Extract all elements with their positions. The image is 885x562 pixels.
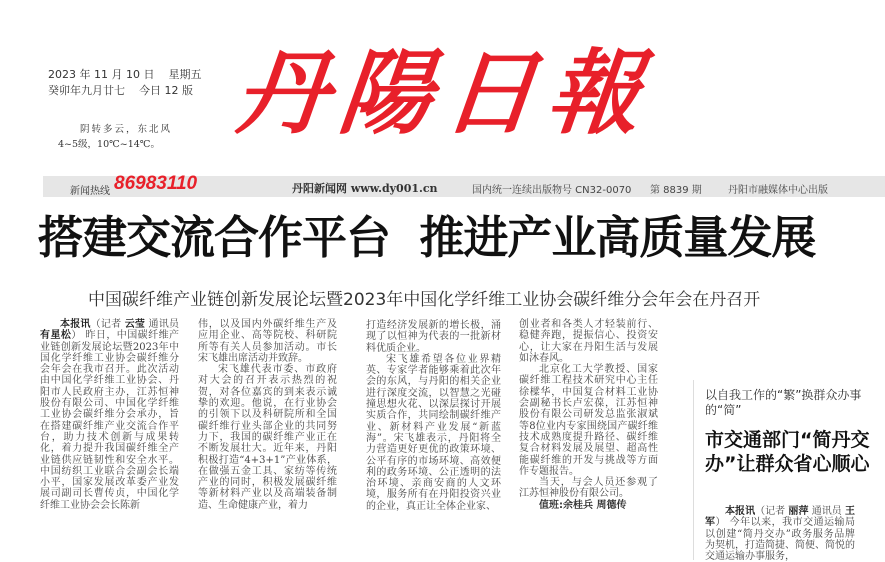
hotline-number: 86983110 [114,173,198,194]
lead-subheadline: 中国碳纤维产业链创新发展论坛暨2023年中国化学纤维工业协会碳纤维分会年会在丹召开 [88,290,761,310]
paragraph: 当天，与会人员还参观了江苏恒神股份有限公司。 [519,477,658,500]
reporter-name: 丽萍 [788,506,809,517]
duty-editors: 值班:余桂兵 周德传 [539,499,627,511]
paragraph: 北京化工大学教授、国家碳纤维工程技术研究中心主任徐樑华，中国复合材料工业协会副秘书长卢宏葆，江苏恒神股份有限公司研发总监张淑斌等8位业内专家围绕国产碳纤维技术成熟度提升路径、碳纤维复合材料发展及展望、超高性能碳纤维的开发与挑战等方面作专题报告。 [519,364,658,477]
body-text: 昨日，中国碳纤维产业链创新发展论坛暨2023年中国化学纤维工业协会碳纤维分会年会在我市召开。此次活动由中国化学纤维工业协会、丹阳市人民政府主办，江苏恒神股份有限公司、中国化学纤维工业协会碳纤维分会承办，旨在搭建碳纤维产业交流合作平台，助力技术创新与成果转化，着力提升我国碳纤维全产业链供应链韧性和安全水平。中国纺织工业联合会副会长端小平，国家发展改革委产业发展司副司长曹传贞，中国化学纤维工业协会会长陈新 [40,330,180,511]
byline-text: 通讯员 [145,319,179,330]
reporter-name: 云莹 [124,319,146,330]
dateline: 本报讯 [60,319,91,330]
dateline: 本报讯 [725,506,756,517]
byline-text: （记者 [90,319,125,330]
weather-forecast [58,122,172,152]
paragraph: 伟，以及国内外碳纤维生产及应用企业、高等院校、科研院所等有关人员参加活动。市长宋飞雄出席活动并致辞。 [198,319,337,364]
paragraph: 创业者和各类人才轻装前行、稳健奔跑，提振信心、投资安心，让大家在丹阳生活与发展如沐春风。 [519,319,658,364]
publisher: 丹阳市融媒体中心出版 [728,185,828,196]
weather-line-1: 阴转多云，东北风 [80,124,173,135]
issue-number: 第 8839 期 [650,185,702,196]
byline-text: ） [71,330,82,342]
hotline-label: 新闻热线 [70,186,110,197]
paragraph: 宋飞雄希望各位业界精英、专家学者能够乘着此次年会的东风，与丹阳的相关企业进行深度交流，以智慧之光碰撞思想火花、以深层探讨开展实质合作，共同绘制碳纤维产业、新材料产业发展“新蓝海”。宋飞雄表示，丹阳将全力营造更好更优的政策环境、公平有序的市场环境、高效便利的政务环境、公正透明的法治环境、亲商安商的人文环境，服务所有在丹阳投资兴业的企业，真正让全体企业家、 [366,353,501,512]
newspaper-logo: 丹陽日報 [230,39,658,147]
article-column-3 [366,320,501,512]
correspondent-name: 王军 [705,506,856,529]
lead-headline: 搭建交流合作平台 推进产业高质量发展 [38,211,816,264]
paragraph: 宋飞雄代表市委、市政府对大会的召开表示热烈的祝贺，对各位嘉宾的到来表示诚挚的欢迎。他说，在行业协会的引领下以及科研院所和全国碳纤维行业头部企业的共同努力下，我国的碳纤维产业正在不断发展壮大。近年来，丹阳积极打造“4+3+1”产业体系，在做强五金工具、家纺等传统产业的同时，积极发展碳纤维等新材料产业以及高端装备制造、生命健康产业，着力 [198,364,337,511]
byline-text: ） [715,517,726,529]
side-article-headline[interactable]: 市交通部门“简丹交办”让群众省心顺心 [705,429,870,475]
paragraph: 打造经济发展新的增长极，涌现了以恒神为代表的一批新材料优质企业。 [366,320,501,354]
website-link[interactable]: 丹阳新闻网 www.dy001.cn [292,182,438,195]
weather-line-2: 4~5级，10℃~14℃。 [58,139,160,150]
side-article-kicker: 以自我工作的“繁”换群众办事的“简” [705,388,862,417]
issue-date [48,67,201,99]
byline-text: 通讯员 [808,506,846,517]
side-article-body [705,506,855,562]
byline-text: （记者 [755,506,789,517]
correspondent-name: 有星松 [40,330,72,342]
lunar-date: 癸卯年九月廿七 今日 12 版 [48,84,193,97]
article-column-4 [519,319,658,511]
article-column-1 [40,319,179,511]
cn-number: 国内统一连续出版物号 CN32-0070 [472,185,632,196]
column-divider [693,380,694,560]
gregorian-date: 2023 年 11 月 10 日 星期五 [48,68,202,81]
body-text: 今年以来，我市交通运输局以创建“简丹交办”政务服务品牌为契机，打造简捷、简便、简悦的交通运输办事服务， [705,517,856,562]
article-column-2 [198,319,337,511]
